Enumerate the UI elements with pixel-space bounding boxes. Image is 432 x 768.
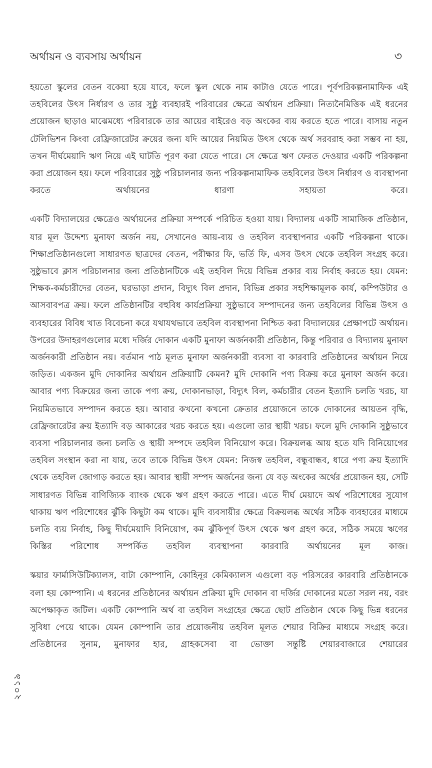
paragraph-school-and-grocer-finance: একটি বিদ্যালয়ের ক্ষেত্রেও অর্থায়নের প্রক্রিয়া সম্পর্কে পরিচিত হওয়া যায়। বিদ্যালয় একটি সামাজিক প্রতিষ্ঠান, যার মূল উদ্দেশ্য মুনাফা অর্জন নয়, সেখানেও আয়-ব্যয় ও তহবিল ব্যবস্থাপনার একটি পরিকল্পনা থাকে। শিক্ষাপ্রতিষ্ঠানগুলো সাধারণত ছাত্রদের বেতন, পরীক্ষার ফি, ভর্তি ফি, এসব উৎস থেকে তহবিল সংগ্রহ করে। সুষ্ঠুভাবে ক্লাস পরিচালনার জন্য প্রতিষ্ঠানটিকে এই তহবিল দিয়ে বিভিন্ন প্রকার ব্যয় নির্বাহ করতে হয়। যেমন: শিক্ষক-কর্মচারীদের বেতন, ঘরভাড়া প্রদান, বিদ্যুৎ বিল প্রদান, বিভিন্ন প্রকার সহশিক্ষামূলক কার্য, কম্পিউটার ও আসবাবপত্র ক্রয়। ফলে প্রতিষ্ঠানটির বহুবিধ কার্যপ্রক্রিয়া সুষ্ঠুভাবে সম্পাদনের জন্য তহবিলের বিভিন্ন উৎস ও ব্যবহারের বিবিধ খাত বিবেচনা করে যথাযথভাবে তহবিল ব্যবস্থাপনা নিশ্চিত করা বিদ্যালয়ের প্রেক্ষাপটে অর্থায়ন। উপরের উদাহরণগুলোর মধ্যে দর্জির দোকান একটি মুনাফা অর্জনকারী প্রতিষ্ঠান, কিন্তু পরিবার ও বিদ্যালয় মুনাফা অর্জনকারী প্রতিষ্ঠান নয়। বর্তমান পাঠ মূলত মুনাফা অর্জনকারী ব্যবসা বা কারবারি প্রতিষ্ঠানের অর্থায়ন নিয়ে জড়িত। একজন মুদি দোকানির অর্থায়ন প্রক্রিয়াটি কেমন? মুদি দোকানি পণ্য বিক্রয় করে মুনাফা অর্জন করে। আবার পণ্য বিক্রয়ের জন্য তাকে পণ্য ক্রয়, দোকানভাড়া, বিদ্যুৎ বিল, কর্মচারীর বেতন ইত্যাদি চলতি খরচ, যা নিয়মিতভাবে সম্পাদন করতে হয়। আবার কখনো কখনো ক্রেতার প্রয়োজনে তাকে দোকানের আয়তন বৃদ্ধি, রেফ্রিজারেটর ক্রয় ইত্যাদি বড় আকারের খরচ করতে হয়। এগুলো তার স্থায়ী খরচ। ফলে মুদি দোকানি সুষ্ঠুভাবে ব্যবসা পরিচালনার জন্য চলতি ও স্থায়ী সম্পদে তহবিল বিনিয়োগ করে। বিক্রয়লব্ধ আয় হতে যদি বিনিয়োগের তহবিল সংস্থান করা না যায়, তবে তাকে বিভিন্ন উৎস যেমন: নিজস্ব তহবিল, বন্ধুবান্ধব, ধারে পণ্য ক্রয় ইত্যাদি থেকে তহবিল জোগাড় করতে হয়। আবার স্থায়ী সম্পদ অর্জনের জন্য যে বড় অংকের অর্থের প্রয়োজন হয়, সেটি সাধারণত বিভিন্ন বাণিজ্যিক ব্যাংক থেকে ঋণ গ্রহণ করতে পারে। এতে দীর্ঘ মেয়াদে অর্থ পরিশোধের সুযোগ থাকায় ঋণ পরিশোধের ঝুঁকি কিছুটা কম থাকে। মুদি ব্যবসায়ীর ক্ষেত্রে বিক্রয়লব্ধ অর্থের সঠিক ব্যবহারের মাধ্যমে চলতি ব্যয় নির্বাহ, কিছু দীর্ঘমেয়াদি বিনিয়োগ, কম ঝুঁকিপূর্ণ উৎস থেকে ঋণ গ্রহণ করে, সঠিক সময়ে ঋণের কিস্তির পরিশোধ সম্পর্কিত তহবিল ব্যবস্থাপনা কারবারি অর্থায়নের মূল কাজ। xyxy=(30,215,408,553)
running-title: অর্থায়ন ও ব্যবসায় অর্থায়ন xyxy=(30,51,142,63)
page-number: ৩ xyxy=(394,49,402,63)
side-year-mark: ২০১৯ xyxy=(13,672,23,700)
page-body xyxy=(30,80,408,667)
page-header xyxy=(30,48,402,68)
paragraph-company-finance: স্কয়ার ফার্মাসিউটিক্যালস, বাটা কোম্পানি, কোহিনূর কেমিক্যালস এগুলো বড় পরিসরের কারবারি প্রতিষ্ঠানকে বলা হয় কোম্পানি। এ ধরনের প্রতিষ্ঠানের অর্থায়ন প্রক্রিয়া মুদি দোকান বা দর্জির দোকানের মতো সরল নয়, বরং অপেক্ষাকৃত জটিল। একটি কোম্পানি অর্থ বা তহবিল সংগ্রহের ক্ষেত্রে ছোট প্রতিষ্ঠান থেকে কিছু ভিন্ন ধরনের সুবিধা পেয়ে থাকে। যেমন কোম্পানি তার প্রয়োজনীয় তহবিল মূলত শেয়ার বিক্রির মাধ্যমে সংগ্রহ করে। প্রতিষ্ঠানের সুনাম, মুনাফার হার, গ্রাহকসেবা বা ভোক্তা সন্তুষ্টি শেয়ারবাজারে শেয়ারের xyxy=(30,571,408,651)
paragraph-family-finance: হয়তো স্কুলের বেতন বকেয়া হয়ে যাবে, ফলে স্কুল থেকে নাম কাটাও যেতে পারে। পূর্বপরিকল্পনামাফিক এই তহবিলের উৎস নির্ধারণ ও তার সুষ্ঠু ব্যবহারই পরিবারের ক্ষেত্রে অর্থায়ন প্রক্রিয়া। নিত্যনৈমিত্তিক এই ধরনের প্রয়োজন ছাড়াও মাঝেমধ্যে পরিবারকে তার আয়ের বাইরেও বড় অংকের ব্যয় করতে হতে পারে। বাসায় নতুন টেলিভিশন কিংবা রেফ্রিজারেটর ক্রয়ের জন্য যদি আয়ের নিয়মিত উৎস থেকে অর্থ সরবরাহ করা সম্ভব না হয়, তখন দীর্ঘমেয়াদি ঋণ নিয়ে এই ঘাটতি পূরণ করা যেতে পারে। সে ক্ষেত্রে ঋণ ফেরত দেওয়ার একটি পরিকল্পনা করা প্রয়োজন হয়। ফলে পরিবারের সুষ্ঠু পরিচালনার জন্য পরিকল্পনামাফিক তহবিলের উৎস নির্ধারণ ও ব্যবস্থাপনা করতে অর্থায়নের ধারণা সহায়তা করে। xyxy=(30,83,408,197)
